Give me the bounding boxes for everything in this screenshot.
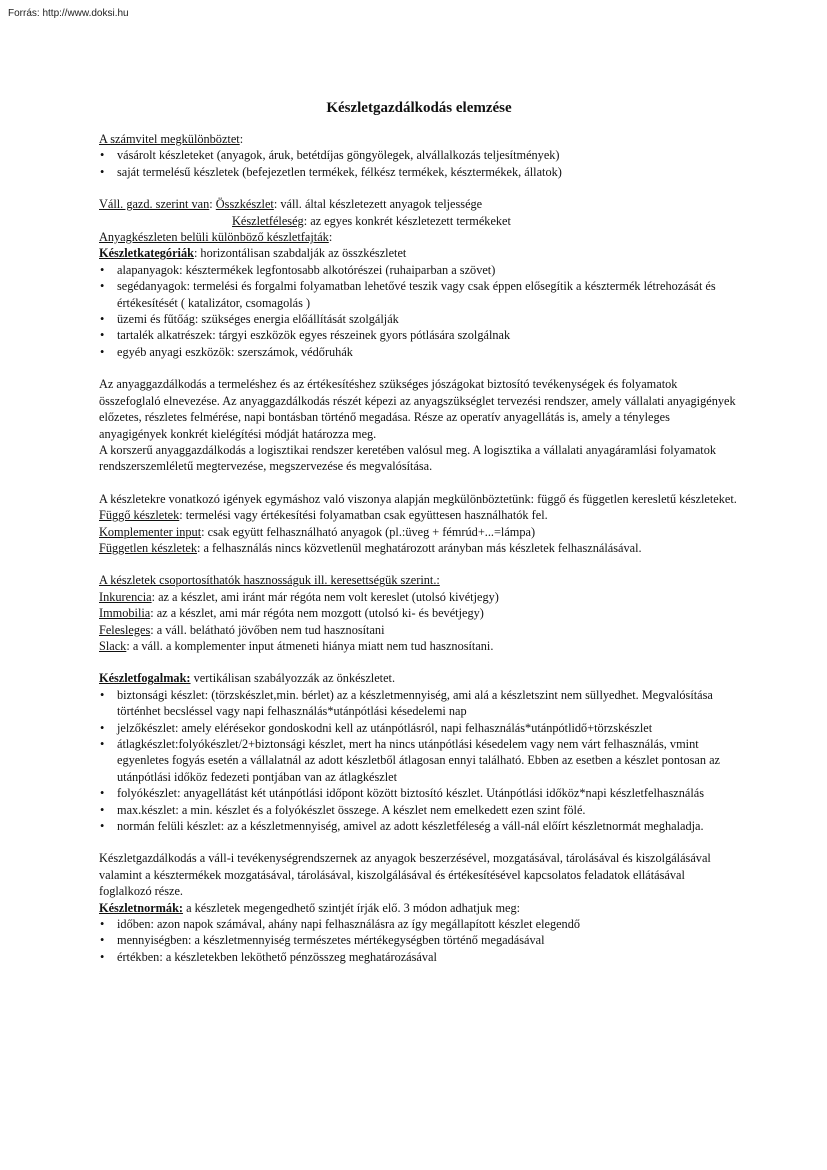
bullet-list <box>99 262 739 360</box>
bullet-list <box>99 687 739 835</box>
list-item: • időben: azon napok számával, ahány napi felhasználásra az így megállapított készlet elegendő <box>99 916 739 932</box>
list-item: • saját termelésű készletek (befejezetlen termékek, félkész termékek, késztermékek, állatok) <box>99 164 739 180</box>
section-heading: Készletfogalmak: vertikálisan szabályozzák az önkészletet. <box>99 671 396 686</box>
text-line: Váll. gazd. szerint van: Összkészlet: váll. által készletezett anyagok teljessége <box>99 197 483 212</box>
section-heading: Készletnormák: a készletek megengedhető szintjét írják elő. 3 módon adhatjuk meg: <box>99 900 521 915</box>
paragraph: A korszerű anyaggazdálkodás a logisztikai rendszer keretében valósul meg. A logisztika a vállalati anyagáramlási folyamatok rendszerszemléletű megtervezése, megszervezése és megvalósítása. <box>99 442 717 474</box>
list-item: • max.készlet: a min. készlet és a folyókészlet összege. A készlet nem emelkedett ezen szint fölé. <box>99 802 739 818</box>
list-item: • jelzőkészlet: amely elérésekor gondoskodni kell az utánpótlásról, napi felhasználás*utánpótlidő+törzskészlet <box>99 720 739 736</box>
document-body <box>99 99 739 965</box>
definition-line: Függő készletek: termelési vagy értékesítési folyamatban csak együttesen használhatók fel. <box>99 508 548 523</box>
definition-line: Felesleges: a váll. belátható jövőben nem tud hasznosítani <box>99 622 385 637</box>
definition-line: Inkurencia: az a készlet, ami iránt már régóta nem volt kereslet (utolsó kivétjegy) <box>99 589 499 604</box>
definition-line: Immobilia: az a készlet, ami már régóta nem mozgott (utolsó ki- és bevétjegy) <box>99 606 484 621</box>
list-item: • folyókészlet: anyagellátást két utánpótlási időpont között biztosító készlet. Utánpótlási időköz*napi készletfelhasználás <box>99 785 739 801</box>
list-item: • segédanyagok: termelési és forgalmi folyamatban lehetővé teszik vagy csak éppen elősegítik a késztermék létrehozását és értékesítését ( katalizátor, csomagolás ) <box>99 278 739 311</box>
paragraph: A készletekre vonatkozó igények egymáshoz való viszonya alapján megkülönböztetünk: függő és független keresletű készleteket. <box>99 491 737 506</box>
list-item: • biztonsági készlet: (törzskészlet,min. bérlet) az a készletmennyiség, ami alá a készletszint nem süllyedhet. Megvalósítása történhet becsléssel vagy napi felhasználás*utánpótlási késedelemi nap <box>99 687 739 720</box>
definition-line: Komplementer input: csak együtt felhasználható anyagok (pl.:üveg + fémrúd+...=lámpa) <box>99 524 536 539</box>
text-line: Készletféleség: az egyes konkrét készletezett termékeket <box>232 213 511 228</box>
list-item: • átlagkészlet:folyókészlet/2+biztonsági készlet, mert ha nincs utánpótlási késedelem vagy nem várt felhasználás, vmint egyenletes fogyás esetén a vállalatnál az adott készletből átlagosan ennyi található. Ebben az esetben a készlet pontosan az utánpótlási időköz fedezeti pontjában van az átlagkészlet <box>99 736 739 785</box>
source-note: Forrás: http://www.doksi.hu <box>8 8 129 19</box>
list-item: • alapanyagok: késztermékek legfontosabb alkotórészei (ruhaiparban a szövet) <box>99 262 739 278</box>
list-item: • egyéb anyagi eszközök: szerszámok, védőruhák <box>99 344 739 360</box>
list-item: • értékben: a készletekben leköthető pénzösszeg meghatározásával <box>99 949 739 965</box>
section-heading: A készletek csoportosíthatók hasznosságuk ill. keresettségük szerint.: <box>99 573 440 588</box>
list-item: • mennyiségben: a készletmennyiség természetes mértékegységben történő megadásával <box>99 932 739 948</box>
list-item: • tartalék alkatrészek: tárgyi eszközök egyes részeinek gyors pótlására szolgálnak <box>99 327 739 343</box>
bullet-list <box>99 147 739 180</box>
section-heading: A számvitel megkülönböztet: <box>99 132 244 146</box>
text-line: Készletkategóriák: horizontálisan szabdalják az összkészletet <box>99 246 407 261</box>
list-item: • normán felüli készlet: az a készletmennyiség, amivel az adott készletféleség a váll-nál előírt készletnormát meghaladja. <box>99 818 739 834</box>
list-item: • vásárolt készleteket (anyagok, áruk, betétdíjas göngyölegek, alvállalkozás teljesítmények) <box>99 147 739 163</box>
text-line: Anyagkészleten belüli különböző készletfajták: <box>99 230 333 245</box>
definition-line: Független készletek: a felhasználás nincs közvetlenül meghatározott arányban más készletek felhasználásával. <box>99 540 642 555</box>
document-title: Készletgazdálkodás elemzése <box>326 100 512 116</box>
bullet-list <box>99 916 739 965</box>
paragraph: Az anyaggazdálkodás a termeléshez és az értékesítéshez szükséges jószágokat biztosító tevékenységek és folyamatok összefoglaló elnevezése. Az anyaggazdálkodás részét képezi az anyagszükséglet tervezési rendszer, amely vállalati anyagigények előzetes, részletes felmérése, napi bontásban történő megadása. Része az operatív anyagellátás is, amely a tényleges anyagigények konkrét kielégítési módját határozza meg. <box>99 377 736 441</box>
paragraph: Készletgazdálkodás a váll-i tevékenységrendszernek az anyagok beszerzésével, mozgatásával, tárolásával és kiszolgálásával valamint a késztermékek mozgatásával, tárolásával, kiszolgálásával és értékesítésével kapcsolatos feladatok ellátásával foglalkozó része. <box>99 851 711 899</box>
definition-line: Slack: a váll. a komplementer input átmeneti hiánya miatt nem tud hasznosítani. <box>99 638 494 653</box>
list-item: • üzemi és fűtőág: szükséges energia előállítását szolgálják <box>99 311 739 327</box>
